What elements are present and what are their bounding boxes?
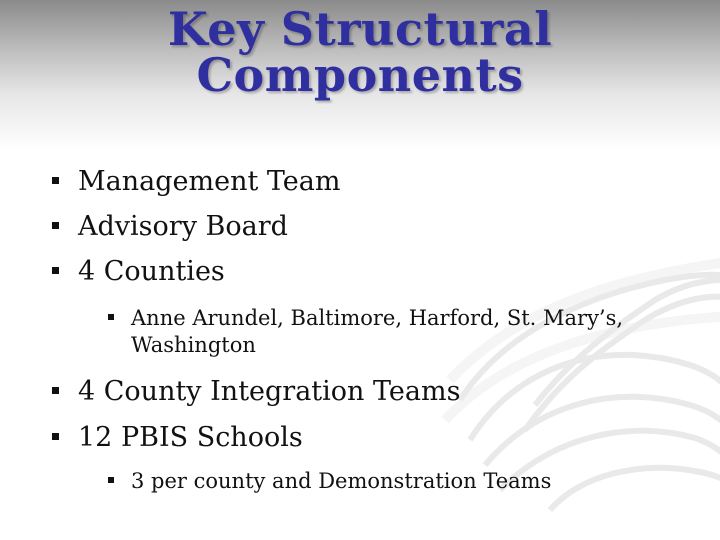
- sub-bullet-county-list: [108, 305, 648, 359]
- bullet-management-team: [52, 166, 672, 197]
- bullet-pbis-schools: [52, 422, 672, 453]
- bullet-text: Anne Arundel, Baltimore, Harford, St. Mary’s, Washington: [131, 306, 624, 357]
- sub-bullet-schools-detail: [108, 468, 648, 495]
- bullet-integration-teams: [52, 376, 672, 407]
- square-bullet-icon: [52, 177, 59, 184]
- bullet-text: Management Team: [78, 166, 341, 197]
- bullet-text: 3 per county and Demonstration Teams: [131, 469, 552, 493]
- square-bullet-icon: [52, 387, 59, 394]
- square-bullet-icon: [108, 477, 114, 483]
- title-line-1: Key Structural: [167, 2, 553, 56]
- bullet-text: 4 Counties: [78, 256, 225, 287]
- square-bullet-icon: [108, 314, 114, 320]
- title-line-2: Components: [196, 48, 524, 102]
- bullet-text: 4 County Integration Teams: [78, 376, 461, 407]
- square-bullet-icon: [52, 267, 59, 274]
- square-bullet-icon: [52, 433, 59, 440]
- bullet-text: 12 PBIS Schools: [78, 422, 303, 453]
- bullet-advisory-board: [52, 211, 672, 242]
- bullet-text: Advisory Board: [78, 211, 288, 242]
- bullet-4-counties: [52, 256, 672, 287]
- square-bullet-icon: [52, 222, 59, 229]
